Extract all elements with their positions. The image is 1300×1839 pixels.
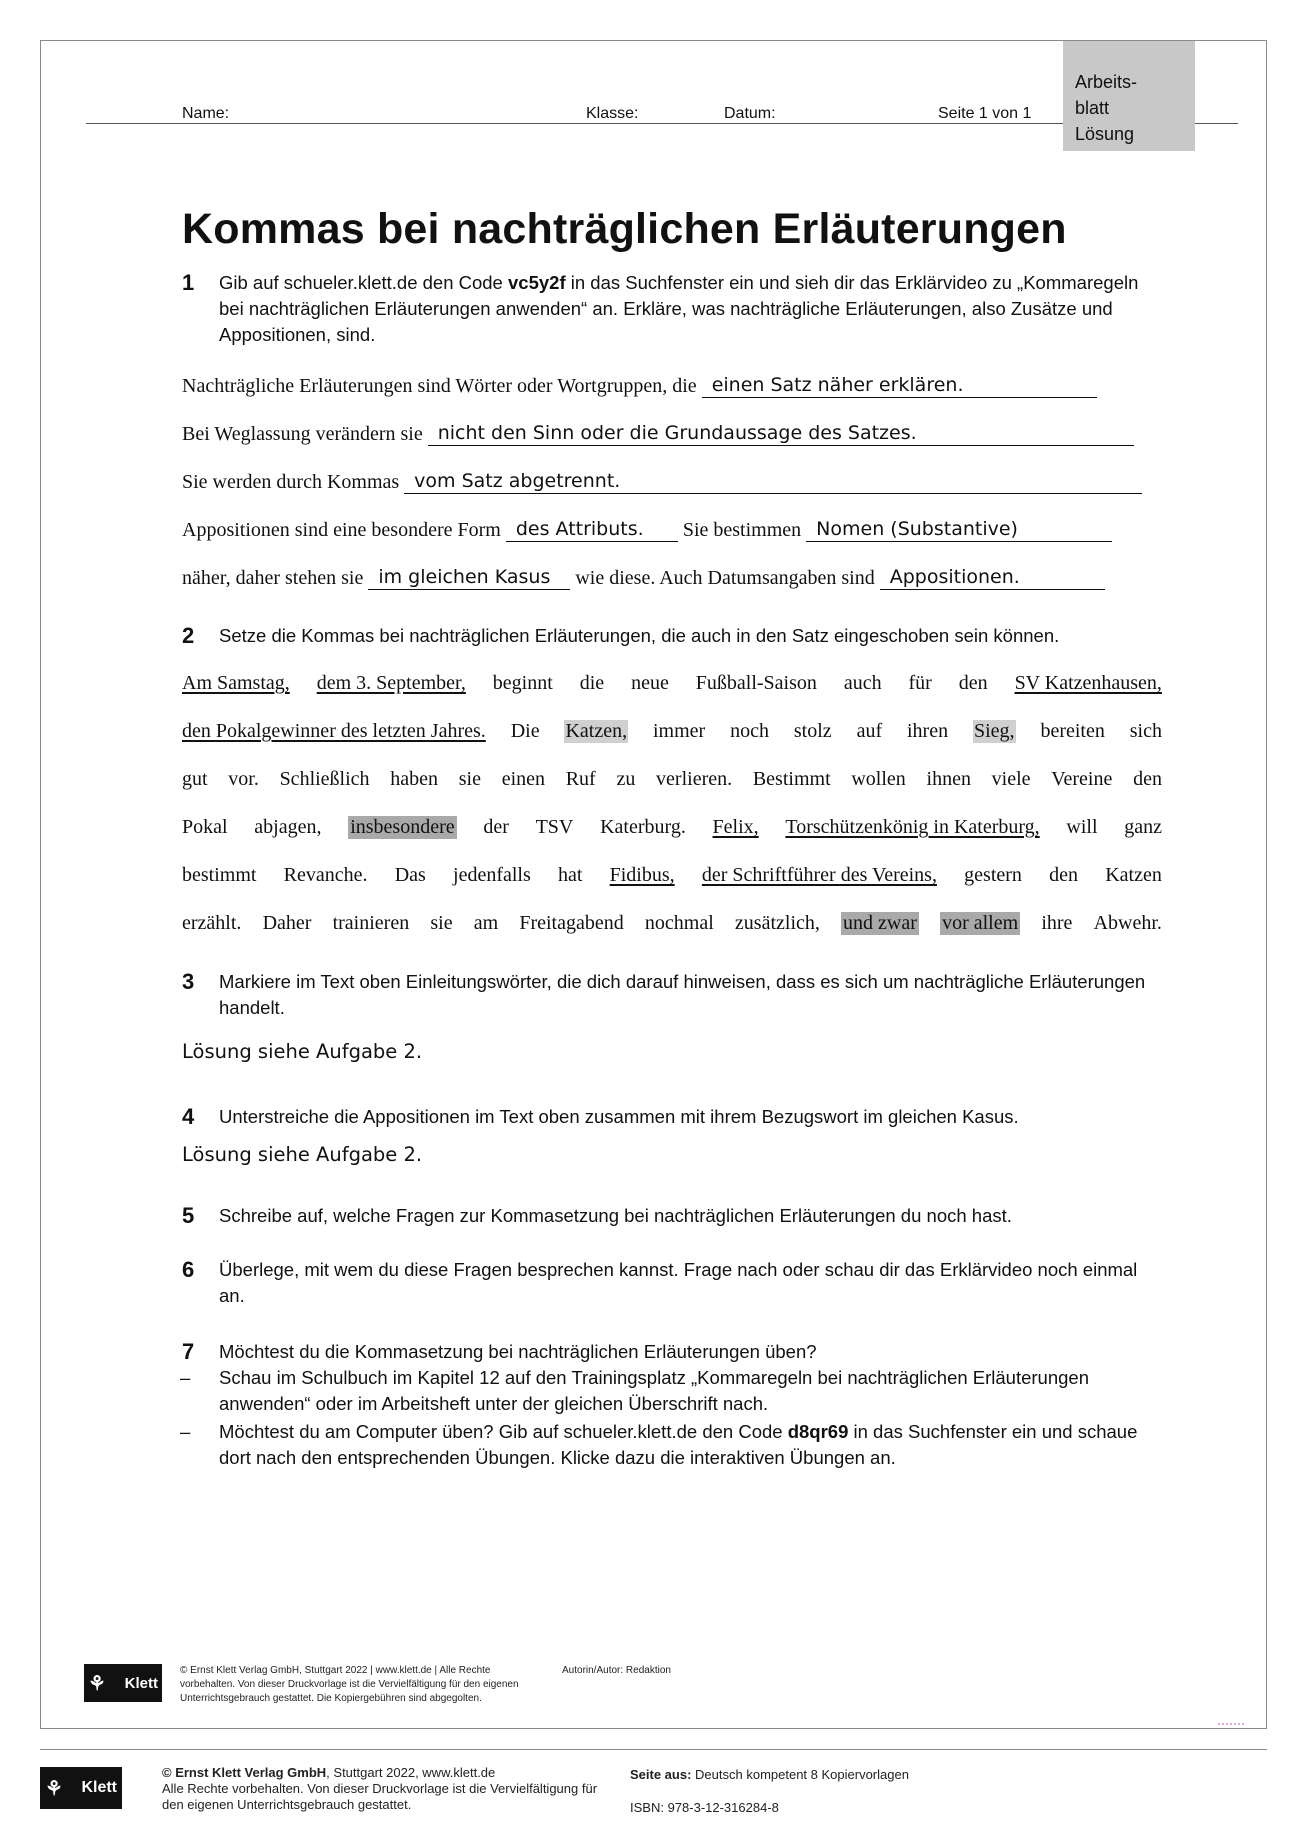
word: sich	[1129, 720, 1162, 742]
handwritten-answer: Nomen (Substantive)	[816, 518, 1018, 540]
word: Bestimmt	[752, 768, 831, 790]
word: Freitagabend	[519, 912, 624, 934]
apposition-reference: Fidibus,	[609, 864, 675, 886]
paragraph-line	[182, 912, 1162, 935]
author-note: Autorin/Autor: Redaktion	[562, 1665, 671, 1676]
answer-prefix: Nachträgliche Erläuterungen sind Wörter oder Wortgruppen, die	[182, 375, 697, 397]
word: neue	[631, 672, 669, 694]
answer-blank[interactable]	[702, 372, 1097, 398]
apposition: dem 3. September,	[316, 672, 466, 694]
answer-blank[interactable]	[506, 516, 678, 542]
answer-row	[182, 516, 1160, 546]
word: immer	[653, 720, 706, 742]
answer-prefix: Sie werden durch Kommas	[182, 471, 400, 493]
word: Sieg,	[973, 720, 1015, 742]
isbn: ISBN: 978-3-12-316284-8	[630, 1800, 779, 1815]
task-number: 6	[182, 1257, 195, 1282]
task-text: Markiere im Text oben Einleitungswörter, die dich darauf hinweisen, dass es sich um nachträgliche Erläuterungen handelt.	[219, 971, 1146, 1018]
word: auf	[856, 720, 883, 742]
paragraph-line	[182, 816, 1162, 839]
paragraph-line	[182, 672, 1162, 695]
word: Fußball-Saison	[695, 672, 817, 694]
word: die	[579, 672, 605, 694]
word: am	[473, 912, 499, 934]
apposition: der Schriftführer des Vereins,	[701, 864, 937, 886]
task-text: Möchtest du die Kommasetzung bei nachträglichen Erläuterungen üben?	[219, 1341, 817, 1362]
word: für	[908, 672, 932, 694]
answer-blank[interactable]	[368, 564, 570, 590]
answer-blank[interactable]	[806, 516, 1112, 542]
word: Vereine	[1051, 768, 1113, 790]
word: haben	[390, 768, 439, 790]
paragraph-line	[182, 720, 1162, 743]
word: Schließlich	[279, 768, 370, 790]
klett-mark-icon: ⚘	[88, 1672, 106, 1695]
answer-prefix: Appositionen sind eine besondere Form	[182, 519, 501, 541]
answer-row	[182, 372, 1160, 402]
word: Revanche.	[283, 864, 368, 886]
worksheet-type-badge	[1063, 41, 1195, 151]
dash-bullet: –	[180, 1421, 191, 1442]
paragraph-line	[182, 864, 1162, 887]
answer-blank[interactable]	[428, 420, 1134, 446]
word: ihre	[1041, 912, 1073, 934]
inner-copyright: © Ernst Klett Verlag GmbH, Stuttgart 2022 | www.klett.de | Alle Rechte vorbehalten. Von dieser Druckvorlage ist die Vervielfältigung für den eigenen Unterrichtsgebrauch gestattet. Die Kopiergebühren sind abgegolten.	[180, 1665, 519, 1704]
word: beginnt	[492, 672, 553, 694]
word: gut	[182, 768, 208, 790]
logo-word: Klett	[81, 1779, 117, 1796]
word: der	[483, 816, 509, 838]
badge-line: Arbeits-	[1075, 72, 1138, 92]
word: Katerburg.	[600, 816, 686, 838]
word: verlieren.	[656, 768, 733, 790]
source-info: Seite aus: Deutsch kompetent 8 Kopiervorlagen	[630, 1767, 909, 1782]
answer-row	[182, 564, 1160, 594]
word: Die	[510, 720, 540, 742]
logo-word: Klett	[124, 1674, 158, 1692]
footer-rule	[40, 1749, 1267, 1750]
word: sie	[458, 768, 481, 790]
solution-note: Lösung siehe Aufgabe 2.	[182, 1040, 423, 1063]
badge-line: blatt	[1075, 98, 1110, 118]
word: auch	[843, 672, 882, 694]
task-number: 7	[182, 1339, 195, 1364]
name-label: Name:	[182, 105, 230, 122]
word: viele	[991, 768, 1031, 790]
word: den	[1049, 864, 1079, 886]
page-number: Seite 1 von 1	[938, 105, 1032, 122]
word: Katzen,	[565, 720, 628, 742]
task-number: 1	[182, 270, 195, 295]
task-number: 2	[182, 623, 195, 648]
word: abjagen,	[254, 816, 322, 838]
datum-label: Datum:	[724, 105, 776, 122]
task-text: Überlege, mit wem du diese Fragen besprechen kannst. Frage nach oder schau dir das Erklärvideo noch einmal an.	[219, 1259, 1138, 1306]
apposition: Torschützenkönig in Katerburg,	[785, 816, 1040, 838]
highlighted-intro-word: vor allem	[942, 912, 1019, 934]
handwritten-answer: des Attributs.	[515, 518, 644, 540]
paragraph-line	[182, 768, 1162, 791]
klett-mark-icon: ⚘	[45, 1777, 63, 1800]
list-item-text: Möchtest du am Computer üben? Gib auf schueler.klett.de den Code d8qr69 in das Suchfenster ein und schaue dort nach den entsprechenden Übungen. Klicke dazu die interaktiven Übungen an.	[219, 1421, 1138, 1468]
word: stolz	[793, 720, 832, 742]
task-text: Setze die Kommas bei nachträglichen Erläuterungen, die auch in den Satz eingeschoben sein können.	[219, 625, 1060, 646]
word: will	[1066, 816, 1098, 838]
klett-logo	[84, 1664, 162, 1702]
apposition: den Pokalgewinner des letzten Jahres.	[182, 720, 486, 742]
answer-text: Sie bestimmen	[682, 519, 802, 541]
answer-prefix: näher, daher stehen sie	[182, 567, 364, 589]
klett-logo	[40, 1767, 122, 1809]
word: trainieren	[332, 912, 410, 934]
answer-blank[interactable]	[404, 468, 1142, 494]
highlighted-intro-word: und zwar	[843, 912, 917, 934]
handwritten-answer: einen Satz näher erklären.	[711, 374, 964, 396]
solution-note: Lösung siehe Aufgabe 2.	[182, 1143, 423, 1166]
word: TSV	[535, 816, 574, 838]
word: bestimmt	[182, 864, 257, 886]
word: hat	[557, 864, 583, 886]
word: noch	[730, 720, 769, 742]
word: ihren	[907, 720, 949, 742]
badge-line: Lösung	[1075, 124, 1135, 144]
task-text: Schreibe auf, welche Fragen zur Kommasetzung bei nachträglichen Erläuterungen du noch hast.	[219, 1205, 1012, 1226]
task-text: Gib auf schueler.klett.de den Code vc5y2f in das Suchfenster ein und sieh dir das Erklärvideo zu „Kommaregeln bei nachträglichen Erläuterungen anwenden“ an. Erkläre, was nachträgliche Erläuterungen, also Zusätze und Appositionen, sind.	[219, 272, 1139, 345]
answer-blank[interactable]	[880, 564, 1105, 590]
word: Das	[394, 864, 426, 886]
handwritten-answer: Appositionen.	[889, 566, 1020, 588]
word: vor.	[228, 768, 259, 790]
task-number: 4	[182, 1104, 195, 1129]
word: nochmal	[644, 912, 714, 934]
list-item-text: Schau im Schulbuch im Kapitel 12 auf den Trainingsplatz „Kommaregeln bei nachträglichen Erläuterungen anwenden“ oder im Arbeitsheft unter der gleichen Überschrift nach.	[219, 1367, 1090, 1414]
word: zusätzlich,	[734, 912, 820, 934]
highlighted-intro-word: insbesondere	[350, 816, 455, 838]
word: bereiten	[1040, 720, 1105, 742]
handwritten-answer: nicht den Sinn oder die Grundaussage des Satzes.	[437, 422, 917, 444]
word: sie	[430, 912, 453, 934]
page-mark	[1218, 1723, 1244, 1728]
answer-row	[182, 468, 1160, 498]
word: ganz	[1124, 816, 1162, 838]
apposition-reference: Felix,	[712, 816, 759, 838]
task-number: 3	[182, 969, 195, 994]
answer-row	[182, 420, 1160, 450]
word: Pokal	[182, 816, 228, 838]
word: Daher	[262, 912, 312, 934]
word: jedenfalls	[453, 864, 531, 886]
word: Abwehr.	[1093, 912, 1162, 934]
task-number: 5	[182, 1203, 195, 1228]
word: wollen	[851, 768, 906, 790]
word: ihnen	[926, 768, 971, 790]
handwritten-answer: vom Satz abgetrennt.	[414, 470, 621, 492]
page-title: Kommas bei nachträglichen Erläuterungen	[182, 205, 1067, 253]
answer-prefix: Bei Weglassung verändern sie	[182, 423, 423, 445]
word: Katzen	[1105, 864, 1162, 886]
word: zu	[616, 768, 636, 790]
publisher-info: © Ernst Klett Verlag GmbH, Stuttgart 2022, www.klett.de Alle Rechte vorbehalten. Von dieser Druckvorlage ist die Vervielfältigung für den eigenen Unterrichtsgebrauch gestattet.	[162, 1765, 598, 1812]
task-text: Unterstreiche die Appositionen im Text oben zusammen mit ihrem Bezugswort im gleichen Kasus.	[219, 1106, 1019, 1127]
klasse-label: Klasse:	[586, 105, 639, 122]
apposition-reference: SV Katzenhausen,	[1014, 672, 1162, 694]
word: den	[958, 672, 988, 694]
word: erzählt.	[182, 912, 242, 934]
word: gestern	[964, 864, 1022, 886]
handwritten-answer: im gleichen Kasus	[378, 566, 551, 588]
dash-bullet: –	[180, 1367, 191, 1388]
apposition-reference: Am Samstag,	[182, 672, 290, 694]
word: den	[1133, 768, 1162, 790]
code: vc5y2f	[508, 272, 566, 293]
word: Ruf	[565, 768, 596, 790]
answer-text: wie diese. Auch Datumsangaben sind	[575, 567, 875, 589]
word: einen	[501, 768, 545, 790]
code: d8qr69	[787, 1421, 849, 1442]
